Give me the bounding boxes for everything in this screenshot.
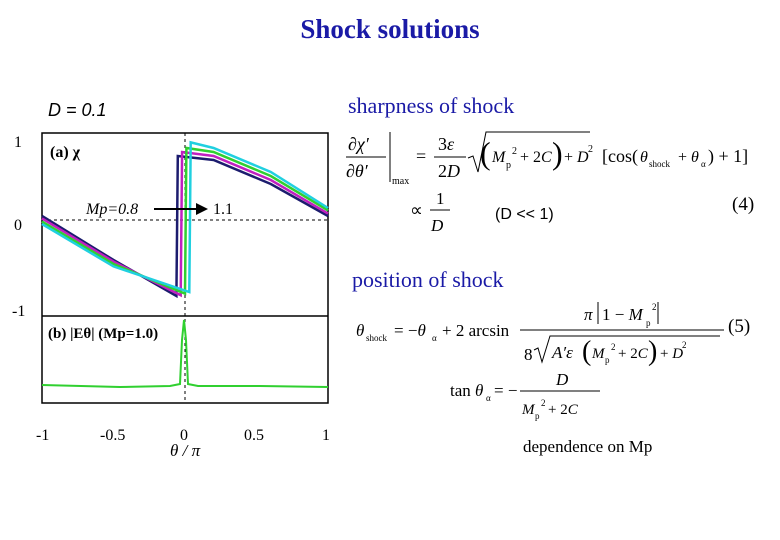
- svg-text:p: p: [535, 411, 540, 421]
- svg-text:= −θ: = −θ: [394, 321, 426, 340]
- x-axis-label: θ / π: [170, 441, 201, 460]
- mp-start-label: Mp=0.8: [86, 201, 139, 218]
- equation-5: [352, 290, 780, 425]
- svg-text:p: p: [646, 318, 651, 328]
- mp-arrow-head: [196, 203, 208, 215]
- svg-text:θ: θ: [356, 321, 365, 340]
- y-tick-label: 0: [14, 217, 22, 234]
- x-tick-label: 0: [180, 427, 188, 444]
- svg-text:2D: 2D: [438, 161, 460, 181]
- svg-text:max: max: [392, 176, 410, 187]
- svg-text:D: D: [431, 216, 444, 235]
- svg-text:1: 1: [436, 189, 445, 208]
- svg-text:2: 2: [652, 302, 657, 312]
- svg-text:α: α: [701, 159, 706, 169]
- shock-solution-chart: [0, 125, 345, 465]
- svg-text:): ): [648, 336, 658, 367]
- svg-text:) + 1]: ) + 1]: [708, 146, 749, 166]
- svg-text:(: (: [582, 336, 592, 367]
- svg-text:1 − M: 1 − M: [602, 305, 643, 324]
- svg-text:2: 2: [512, 146, 517, 157]
- svg-text:2: 2: [588, 144, 593, 155]
- svg-text:α: α: [486, 393, 491, 403]
- svg-text:+ 2C: + 2C: [520, 149, 552, 166]
- svg-text:p: p: [605, 355, 610, 365]
- d-condition-label: (D << 1): [495, 206, 554, 223]
- svg-text:): ): [552, 135, 563, 171]
- svg-text:tan θ: tan θ: [450, 381, 484, 400]
- x-tick-label: 1: [322, 427, 330, 444]
- svg-text:2: 2: [611, 342, 616, 352]
- svg-text:π: π: [584, 305, 593, 324]
- mp-end-label: 1.1: [213, 201, 233, 218]
- x-tick-label: 0.5: [244, 427, 264, 444]
- svg-text:2: 2: [682, 340, 687, 350]
- svg-text:+ D: + D: [660, 346, 684, 362]
- svg-text:D: D: [556, 370, 569, 389]
- svg-text:+ θ: + θ: [678, 149, 699, 166]
- svg-text:A′ε: A′ε: [552, 343, 573, 362]
- svg-text:M: M: [492, 149, 506, 166]
- page-title: Shock solutions: [300, 14, 480, 44]
- svg-text:2: 2: [541, 398, 546, 408]
- sharpness-heading: sharpness of shock: [348, 93, 515, 118]
- x-tick-label: -1: [36, 427, 50, 444]
- svg-text:+ 2C: + 2C: [548, 402, 578, 418]
- series-group: [42, 142, 328, 296]
- svg-text:θ: θ: [640, 149, 648, 166]
- svg-text:+ 2 arcsin: + 2 arcsin: [442, 321, 510, 340]
- svg-text:M: M: [522, 402, 535, 418]
- svg-text:+ D: + D: [564, 149, 589, 166]
- position-heading: position of shock: [352, 267, 504, 292]
- svg-text:∂χ′: ∂χ′: [348, 134, 369, 154]
- svg-text:=: =: [416, 146, 427, 166]
- d-parameter-label: D = 0.1: [48, 100, 107, 120]
- svg-text:+ 2C: + 2C: [618, 346, 648, 362]
- svg-text:shock: shock: [649, 159, 670, 169]
- svg-text:= −: = −: [494, 381, 518, 400]
- svg-text:8: 8: [524, 345, 533, 364]
- svg-text:∝: ∝: [410, 200, 423, 220]
- panel-b-label: (b) |Eθ| (Mp=1.0): [48, 326, 159, 342]
- series-line-2: [42, 148, 328, 294]
- svg-text:∂θ′: ∂θ′: [346, 161, 368, 181]
- svg-text:(: (: [480, 135, 491, 171]
- y-tick-label: 1: [14, 134, 22, 151]
- svg-text:3ε: 3ε: [438, 134, 455, 154]
- equation-5-number: (5): [728, 316, 751, 337]
- panel-a-label: (a) χ: [50, 144, 81, 161]
- y-tick-label: -1: [12, 303, 26, 320]
- svg-text:[cos(: [cos(: [602, 146, 638, 166]
- equation-4-number: (4): [732, 194, 755, 215]
- svg-text:shock: shock: [366, 333, 387, 343]
- svg-text:p: p: [506, 160, 511, 171]
- svg-text:M: M: [592, 346, 605, 362]
- svg-text:α: α: [432, 333, 437, 343]
- equation-4: [340, 120, 780, 245]
- x-tick-label: -0.5: [100, 427, 126, 444]
- dependence-label: dependence on Mp: [523, 437, 653, 456]
